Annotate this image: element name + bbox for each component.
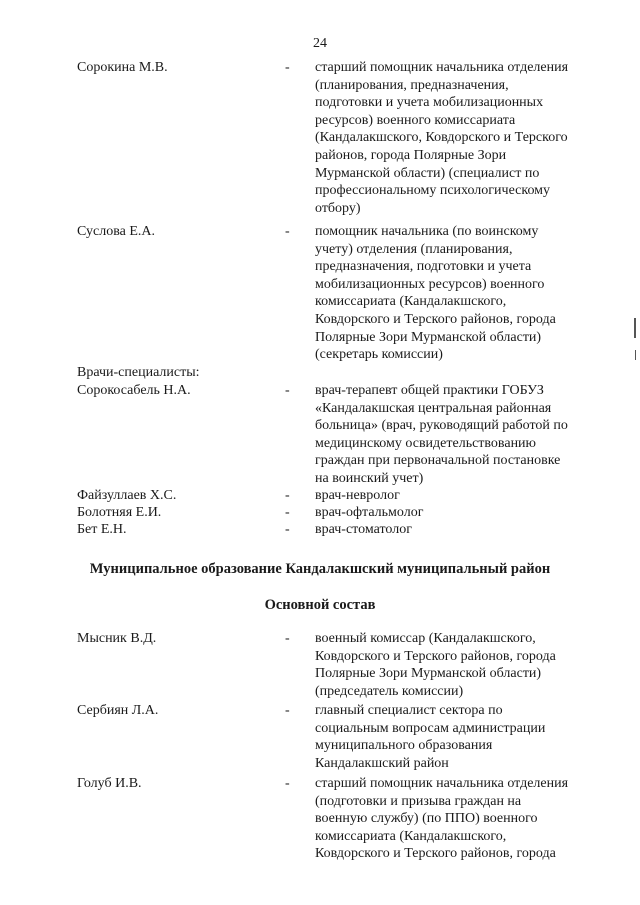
person-name: Болотняя Е.И. xyxy=(77,505,162,520)
dash: - xyxy=(285,60,290,75)
dash: - xyxy=(285,224,290,239)
specialists-label: Врачи-специалисты: xyxy=(77,365,200,380)
person-role: врач-офтальмолог xyxy=(315,505,424,520)
dash: - xyxy=(285,776,290,791)
person-name: Мысник В.Д. xyxy=(77,631,157,646)
dash: - xyxy=(285,522,290,537)
person-role: врач-стоматолог xyxy=(315,522,412,537)
person-role: военный комиссар (Кандалакшского, Ковдорского и Терского районов, города Полярные Зори Мурманской области) (председатель комиссии) xyxy=(315,631,556,699)
dash: - xyxy=(285,505,290,520)
dash: - xyxy=(285,383,290,398)
person-name: Сорокосабель Н.А. xyxy=(77,383,191,398)
person-name: Сорокина М.В. xyxy=(77,60,168,75)
person-name: Файзуллаев Х.С. xyxy=(77,488,177,503)
scan-edge-mark xyxy=(635,350,636,360)
page-number: 24 xyxy=(313,36,327,51)
subsection-title: Основной состав xyxy=(264,597,376,613)
person-role: врач-терапевт общей практики ГОБУЗ «Кандалакшская центральная районная больница» (врач, руководящий работой по медицинскому освидетельствованию граждан при первоначальной постановке на воинский учет) xyxy=(315,383,568,486)
person-role: помощник начальника (по воинскому учету) отделения (планирования, предназначения, подготовки и учета мобилизационных ресурсов) военного комиссариата (Кандалакшского, Ковдорского и Терского районов, города Полярные Зори Мурманской области) (секретарь комиссии) xyxy=(315,224,556,363)
person-role: старший помощник начальника отделения (подготовки и призыва граждан на военную службу) (по ППО) военного комиссариата (Кандалакшского, Ковдорского и Терского районов, города xyxy=(315,776,569,862)
person-role: главный специалист сектора по социальным вопросам администрации муниципального образования Кандалакшский район xyxy=(315,703,546,771)
dash: - xyxy=(285,631,290,646)
dash: - xyxy=(285,488,290,503)
scan-edge-mark xyxy=(634,318,636,338)
person-name: Сербиян Л.А. xyxy=(77,703,159,718)
person-role: врач-невролог xyxy=(315,488,400,503)
person-role: старший помощник начальника отделения (планирования, предназначения, подготовки и учета мобилизационных ресурсов) военного комиссариата (Кандалакшского, Ковдорского и Терского районов, города Полярные Зори Мурманской области) (специалист по профессиональному психологическому отбору) xyxy=(315,60,569,216)
person-name: Суслова Е.А. xyxy=(77,224,155,239)
person-name: Бет Е.Н. xyxy=(77,522,127,537)
section-title: Муниципальное образование Кандалакшский муниципальный район xyxy=(89,561,551,577)
person-name: Голуб И.В. xyxy=(77,776,142,791)
dash: - xyxy=(285,703,290,718)
